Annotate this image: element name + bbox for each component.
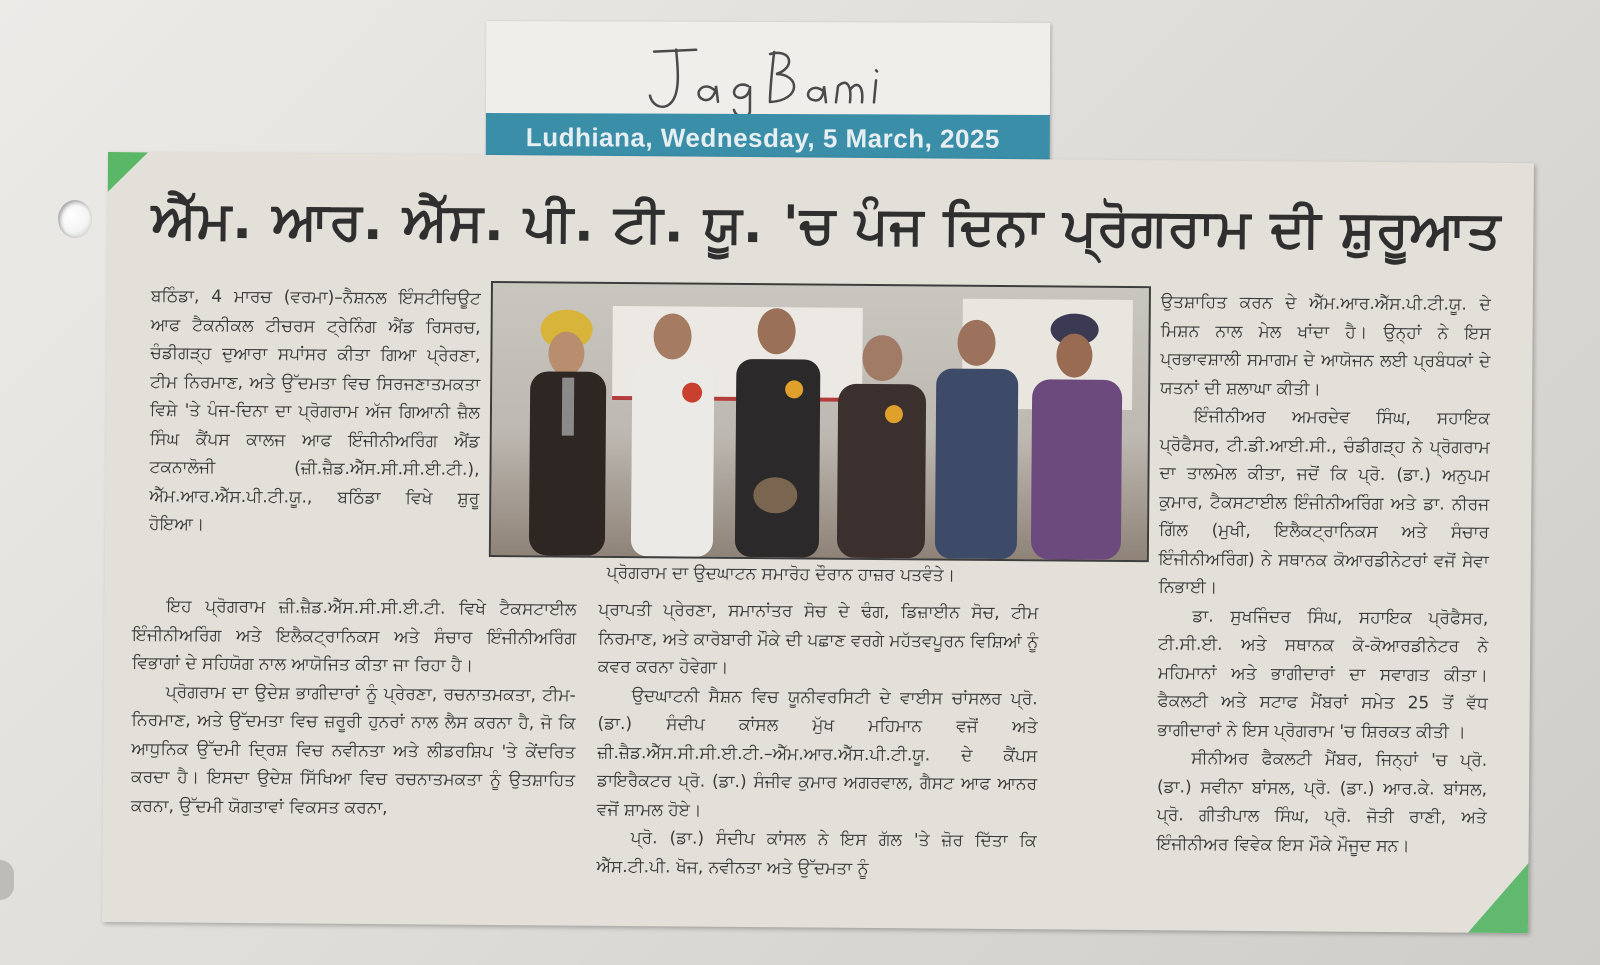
column-left-bottom (131, 592, 577, 823)
event-photo (489, 281, 1151, 562)
corner-accent (1468, 863, 1529, 933)
corner-accent (108, 152, 148, 192)
people-silhouettes (491, 283, 1149, 560)
paragraph: ਉਦਘਾਟਨੀ ਸੈਸ਼ਨ ਵਿਚ ਯੂਨੀਵਰਸਿਟੀ ਦੇ ਵਾਈਸ ਚਾਂਸਲਰ ਪ੍ਰੋ. (ਡਾ.) ਸੰਦੀਪ ਕਾਂਸਲ ਮੁੱਖ ਮਹਿਮਾਨ ਵਜੋਂ ਅਤੇ ਜ਼ੀ.ਜ਼ੈਡ.ਐੱਸ.ਸੀ.ਸੀ.ਈ.ਟੀ.–ਐੱਮ.ਆਰ.ਐੱਸ.ਪੀ.ਟੀ.ਯੂ. ਦੇ ਕੈਂਪਸ ਡਾਇਰੈਕਟਰ ਪ੍ਰੋ. (ਡਾ.) ਸੰਜੀਵ ਕੁਮਾਰ ਅਗਰਵਾਲ, ਗੈਸਟ ਆਫ ਆਨਰ ਵਜੋਂ ਸ਼ਾਮਲ ਹੋਏ। (596, 685, 1038, 821)
paragraph: ਪ੍ਰੋ. (ਡਾ.) ਸੰਦੀਪ ਕਾਂਸਲ ਨੇ ਇਸ ਗੱਲ 'ਤੇ ਜ਼ੋਰ ਦਿੱਤਾ ਕਿ ਐੱਸ.ਟੀ.ਪੀ. ਖੋਜ, ਨਵੀਨਤਾ ਅਤੇ ਉੱਦਮਤਾ ਨੂੰ (596, 828, 1037, 879)
paragraph: ਸੀਨੀਅਰ ਫੈਕਲਟੀ ਮੈਂਬਰ, ਜਿਨ੍ਹਾਂ 'ਚ ਪ੍ਰੋ. (ਡਾ.) ਸਵੀਨਾ ਬਾਂਸਲ, ਪ੍ਰੋ. (ਡਾ.) ਆਰ.ਕੇ. ਬਾਂਸਲ, ਪ੍ਰੋ. ਗੀਤੀਪਾਲ ਸਿੰਘ, ਪ੍ਰੋ. ਜੋਤੀ ਰਾਣੀ, ਅਤੇ ਇੰਜੀਨੀਅਰ ਵਿਵੇਕ ਇਸ ਮੌਕੇ ਮੌਜੂਦ ਸਨ। (1156, 748, 1488, 856)
column-middle (596, 596, 1038, 884)
masthead-clipping (486, 21, 1050, 161)
page-edge-notch (0, 860, 14, 900)
column-right (1156, 288, 1490, 861)
article-clipping (102, 152, 1534, 933)
dateline: Ludhiana, Wednesday, 5 March, 2025 (525, 121, 1000, 154)
paragraph: ਉਤਸ਼ਾਹਿਤ ਕਰਨ ਦੇ ਐੱਮ.ਆਰ.ਐੱਸ.ਪੀ.ਟੀ.ਯੂ. ਦੇ ਮਿਸ਼ਨ ਨਾਲ ਮੇਲ ਖਾਂਦਾ ਹੈ। ਉਨ੍ਹਾਂ ਨੇ ਇਸ ਪ੍ਰਭਾਵਸ਼ਾਲੀ ਸਮਾਗਮ ਦੇ ਆਯੋਜਨ ਲਈ ਪ੍ਰਬੰਧਕਾਂ ਦੇ ਯਤਨਾਂ ਦੀ ਸ਼ਲਾਘਾ ਕੀਤੀ। (1160, 292, 1491, 400)
column-left-top (149, 282, 481, 541)
paragraph: ਇਹ ਪ੍ਰੋਗਰਾਮ ਜ਼ੀ.ਜ਼ੈਡ.ਐੱਸ.ਸੀ.ਸੀ.ਈ.ਟੀ. ਵਿਖੇ ਟੈਕਸਟਾਈਲ ਇੰਜੀਨੀਅਰਿੰਗ ਅਤੇ ਇਲੈਕਟ੍ਰਾਨਿਕਸ ਅਤੇ ਸੰਚਾਰ ਇੰਜੀਨੀਅਰਿੰਗ ਵਿਭਾਗਾਂ ਦੇ ਸਹਿਯੋਗ ਨਾਲ ਆਯੋਜਿਤ ਕੀਤਾ ਜਾ ਰਿਹਾ ਹੈ। (131, 596, 577, 676)
photo-caption: ਪ੍ਰੋਗਰਾਮ ਦਾ ਉਦਘਾਟਨ ਸਮਾਰੋਹ ਦੌਰਾਨ ਹਾਜ਼ਰ ਪਤਵੰਤੇ। (606, 562, 956, 586)
paragraph: ਇੰਜੀਨੀਅਰ ਅਮਰਦੇਵ ਸਿੰਘ, ਸਹਾਇਕ ਪ੍ਰੋਫੈਸਰ, ਟੀ.ਡੀ.ਆਈ.ਸੀ., ਚੰਡੀਗੜ੍ਹ ਨੇ ਪ੍ਰੋਗਰਾਮ ਦਾ ਤਾਲਮੇਲ ਕੀਤਾ, ਜਦੋਂ ਕਿ ਪ੍ਰੋ. (ਡਾ.) ਅਨੁਪਮ ਕੁਮਾਰ, ਟੈਕਸਟਾਈਲ ਇੰਜੀਨੀਅਰਿੰਗ ਅਤੇ ਡਾ. ਨੀਰਜ ਗਿੱਲ (ਮੁਖੀ, ਇਲੈਕਟ੍ਰਾਨਿਕਸ ਅਤੇ ਸੰਚਾਰ ਇੰਜੀਨੀਅਰਿੰਗ) ਨੇ ਸਥਾਨਕ ਕੋਆਰਡੀਨੇਟਰਾਂ ਵਜੋਂ ਸੇਵਾ ਨਿਭਾਈ। (1158, 406, 1491, 598)
headline: ਐੱਮ. ਆਰ. ਐੱਸ. ਪੀ. ਟੀ. ਯੂ. 'ਚ ਪੰਜ ਦਿਨਾ ਪ੍ਰੋਗਰਾਮ ਦੀ ਸ਼ੁਰੂਆਤ (151, 190, 1502, 261)
paragraph: ਪ੍ਰੋਗਰਾਮ ਦਾ ਉਦੇਸ਼ ਭਾਗੀਦਾਰਾਂ ਨੂੰ ਪ੍ਰੇਰਣਾ, ਰਚਨਾਤਮਕਤਾ, ਟੀਮ-ਨਿਰਮਾਣ, ਅਤੇ ਉੱਦਮਤਾ ਵਿਚ ਜ਼ਰੂਰੀ ਹੁਨਰਾਂ ਨਾਲ ਲੈਸ ਕਰਨਾ ਹੈ, ਜੋ ਕਿ ਆਧੁਨਿਕ ਉੱਦਮੀ ਦ੍ਰਿਸ਼ ਵਿਚ ਨਵੀਨਤਾ ਅਤੇ ਲੀਡਰਸ਼ਿਪ 'ਤੇ ਕੇਂਦਰਿਤ ਕਰਦਾ ਹੈ। ਇਸਦਾ ਉਦੇਸ਼ ਸਿੱਖਿਆ ਵਿਚ ਰਚਨਾਤਮਕਤਾ ਨੂੰ ਉਤਸ਼ਾਹਿਤ ਕਰਨਾ, ਉੱਦਮੀ ਯੋਗਤਾਵਾਂ ਵਿਕਸਤ ਕਰਨਾ, (130, 681, 576, 818)
jagbani-logo (636, 40, 886, 121)
paragraph: ਡਾ. ਸੁਖਜਿੰਦਰ ਸਿੰਘ, ਸਹਾਇਕ ਪ੍ਰੋਫੈਸਰ, ਟੀ.ਸੀ.ਈ. ਅਤੇ ਸਥਾਨਕ ਕੋ-ਕੋਆਰਡੀਨੇਟਰ ਨੇ ਮਹਿਮਾਨਾਂ ਅਤੇ ਭਾਗੀਦਾਰਾਂ ਦਾ ਸਵਾਗਤ ਕੀਤਾ। ਫੈਕਲਟੀ ਅਤੇ ਸਟਾਫ ਮੈਂਬਰਾਂ ਸਮੇਤ 25 ਤੋਂ ਵੱਧ ਭਾਗੀਦਾਰਾਂ ਨੇ ਇਸ ਪ੍ਰੋਗਰਾਮ 'ਚ ਸ਼ਿਰਕਤ ਕੀਤੀ । (1157, 606, 1489, 743)
paragraph: ਬਠਿੰਡਾ, 4 ਮਾਰਚ (ਵਰਮਾ)–ਨੈਸ਼ਨਲ ਇੰਸਟੀਚਿਊਟ ਆਫ ਟੈਕਨੀਕਲ ਟੀਚਰਸ ਟ੍ਰੇਨਿੰਗ ਐਂਡ ਰਿਸਰਚ, ਚੰਡੀਗੜ੍ਹ ਦੁਆਰਾ ਸਪਾਂਸਰ ਕੀਤਾ ਗਿਆ ਪ੍ਰੇਰਣਾ, ਟੀਮ ਨਿਰਮਾਣ, ਅਤੇ ਉੱਦਮਤਾ ਵਿਚ ਸਿਰਜਣਾਤਮਕਤਾ ਵਿਸ਼ੇ 'ਤੇ ਪੰਜ-ਦਿਨਾ ਦਾ ਪ੍ਰੋਗਰਾਮ ਅੱਜ ਗਿਆਨੀ ਜ਼ੈਲ ਸਿੰਘ ਕੈਂਪਸ ਕਾਲਜ ਆਫ ਇੰਜੀਨੀਅਰਿੰਗ ਐਂਡ ਟਕਨਾਲੋਜੀ (ਜ਼ੀ.ਜ਼ੈਡ.ਐੱਸ.ਸੀ.ਸੀ.ਈ.ਟੀ.), ਐੱਮ.ਆਰ.ਐੱਸ.ਪੀ.ਟੀ.ਯੂ., ਬਠਿੰਡਾ ਵਿਖੇ ਸ਼ੁਰੂ ਹੋਇਆ। (148, 286, 481, 535)
punch-hole-icon (58, 200, 92, 238)
paragraph: ਪ੍ਰਾਪਤੀ ਪ੍ਰੇਰਣਾ, ਸਮਾਨਾਂਤਰ ਸੋਚ ਦੇ ਢੰਗ, ਡਿਜ਼ਾਈਨ ਸੋਚ, ਟੀਮ ਨਿਰਮਾਣ, ਅਤੇ ਕਾਰੋਬਾਰੀ ਮੌਕੇ ਦੀ ਪਛਾਣ ਵਰਗੇ ਮਹੱਤਵਪੂਰਨ ਵਿਸ਼ਿਆਂ ਨੂੰ ਕਵਰ ਕਰਨਾ ਹੋਵੇਗਾ। (597, 599, 1039, 678)
